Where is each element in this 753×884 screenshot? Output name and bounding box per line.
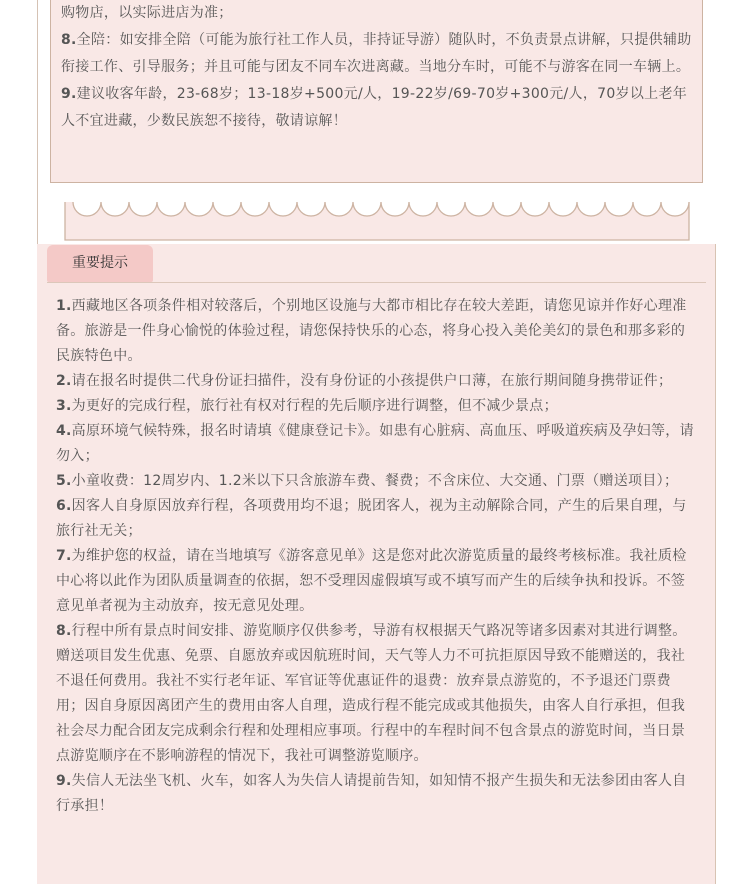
tip-number: 3. — [56, 398, 72, 414]
tip-text: 行程中所有景点时间安排、游览顺序仅供参考，导游有权根据天气路况等诸多因素对其进行调整。赠送项目发生优惠、免票、自愿放弃或因航班时间，天气等人力不可抗拒原因导致不能赠送的，我社不退任何费用。我社不实行老年证、军官证等优惠证件的退费：放弃景点游览的，不予退还门票费用；因自身原因离团产生的费用由客人自理，造成行程不能完成或其他损失，由客人自行承担，但我社会尽力配合团友完成剩余行程和处理相应事项。行程中的车程时间不包含景点的游览时间，当日景点游览顺序在不影响游程的情况下，我社可调整游览顺序。 — [56, 623, 687, 764]
notes-box-continued — [50, 0, 703, 183]
tip-number: 6. — [56, 498, 72, 514]
note-number: 9. — [61, 86, 77, 102]
note-number: 8. — [61, 32, 77, 48]
tip-number: 8. — [56, 623, 72, 639]
note-text: 建议收客年龄，23-68岁；13-18岁+500元/人，19-22岁/69-70岁+300元/人，70岁以上老年人不宜进藏，少数民族恕不接待，敬请谅解！ — [61, 86, 688, 129]
tip-item — [56, 369, 698, 394]
note-item — [61, 27, 692, 81]
important-tips-box — [37, 244, 716, 884]
tip-number: 2. — [56, 373, 72, 389]
important-tips-title: 重要提示 — [47, 245, 153, 282]
tip-item — [56, 419, 698, 469]
tip-item — [56, 394, 698, 419]
note-text: 全陪：如安排全陪（可能为旅行社工作人员，非持证导游）随队时，不负责景点讲解，只提供辅助衔接工作、引导服务；并且可能与团友不同车次进离藏。当地分车时，可能不与游客在同一车辆上。 — [61, 32, 692, 75]
tip-text: 小童收费：12周岁内、1.2米以下只含旅游车费、餐费；不含床位、大交通、门票（赠送项目）； — [71, 473, 679, 489]
tip-item — [56, 294, 698, 369]
tip-text: 高原环境气候特殊，报名时请填《健康登记卡》。如患有心脏病、高血压、呼吸道疾病及孕妇等，请勿入； — [56, 423, 694, 464]
tip-text: 为更好的完成行程，旅行社有权对行程的先后顺序进行调整，但不减少景点； — [71, 398, 558, 414]
tip-item — [56, 494, 698, 544]
tip-text: 为维护您的权益，请在当地填写《游客意见单》这是您对此次游览质量的最终考核标准。我社质检中心将以此作为团队质量调查的依据，恕不受理因虚假填写或不填写而产生的后续争执和投诉。不签意见单者视为主动放弃，按无意见处理。 — [56, 548, 687, 614]
tip-number: 1. — [56, 298, 72, 314]
tip-number: 7. — [56, 548, 72, 564]
tip-number: 9. — [56, 773, 72, 789]
tip-text: 西藏地区各项条件相对较落后，个别地区设施与大都市相比存在较大差距，请您见谅并作好心理准备。旅游是一件身心愉悦的体验过程，请您保持快乐的心态，将身心投入美伦美幻的景色和那多彩的民族特色中。 — [56, 298, 687, 364]
tip-text: 请在报名时提供二代身份证扫描件，没有身份证的小孩提供户口薄，在旅行期间随身携带证件； — [71, 373, 673, 389]
tip-text: 因客人自身原因放弃行程，各项费用均不退；脱团客人，视为主动解除合同，产生的后果自理，与旅行社无关； — [56, 498, 687, 539]
note-item — [61, 0, 692, 27]
tips-list — [56, 294, 698, 819]
title-divider — [47, 282, 706, 283]
scalloped-divider — [63, 200, 691, 244]
note-item — [61, 81, 692, 135]
tip-item — [56, 769, 698, 819]
tip-number: 5. — [56, 473, 72, 489]
tip-item — [56, 619, 698, 769]
note-text: 购物店，以实际进店为准； — [61, 5, 233, 21]
tip-text: 失信人无法坐飞机、火车，如客人为失信人请提前告知，如知情不报产生损失和无法参团由客人自行承担！ — [56, 773, 687, 814]
tip-item — [56, 469, 698, 494]
tip-number: 4. — [56, 423, 72, 439]
tip-item — [56, 544, 698, 619]
